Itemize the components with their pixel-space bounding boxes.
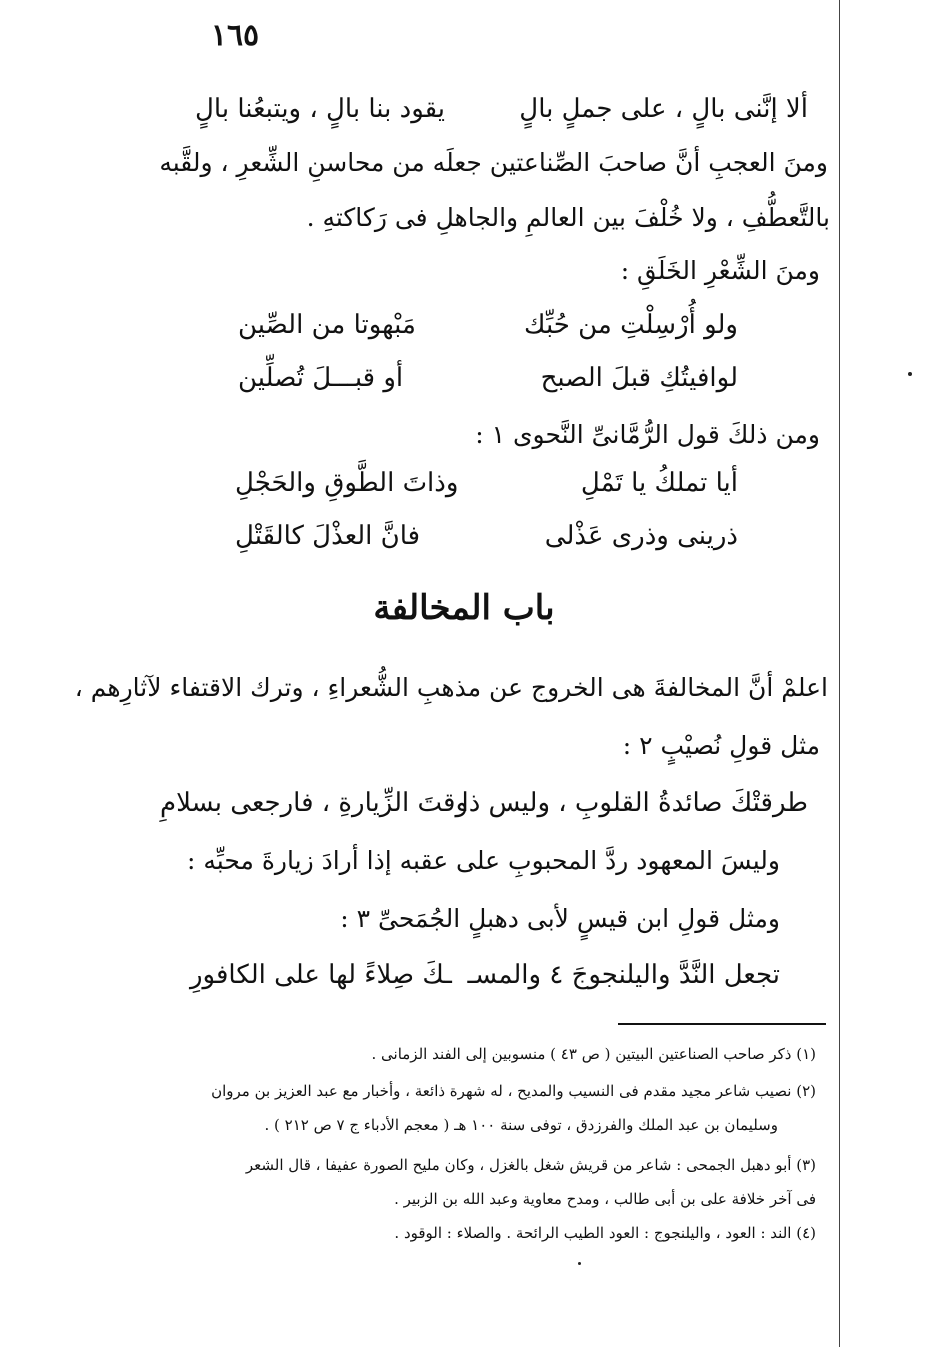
verse-hemistich-left: وقتَ الزِّيارةِ ، فارجعى بسلامِ [160, 788, 469, 818]
verse-top-hemistich-right: ألا إنَّنى بالٍ ، على جملٍ بالٍ [519, 94, 808, 124]
footnote: (٢) نصيب شاعر مجيد مقدم فى النسيب والمديح ، له شهرة ذائعة ، وأخبار مع عبد العزيز بن مروان [211, 1082, 816, 1100]
footnote-continuation: فى آخر خلافة على بن أبى طالب ، ومدح معاوية وعبد الله بن الزبير . [394, 1190, 816, 1208]
verse-hemistich-left: ـكَ صِلاءً لها على الكافورِ [190, 960, 452, 990]
footnote-continuation: وسليمان بن عبد الملك والفرزدق ، توفى سنة ١٠٠ هـ ( معجم الأدباء ج ٧ ص ٢١٢ ) . [264, 1116, 778, 1134]
verse-top-hemistich-left: يقود بنا بالٍ ، ويتبعُنا بالٍ [195, 94, 446, 124]
paragraph-line: اعلمْ أنَّ المخالفةَ هى الخروج عن مذهبِ الشُّعراءِ ، وترك الاقتفاء لآثارِهم ، [74, 673, 828, 702]
paragraph-line: ومنَ الشِّعْرِ الخَلَقِ : [620, 256, 820, 285]
page-number: ١٦٥ [210, 18, 260, 53]
verse-hemistich-right: طرقتْكَ صائدةُ القلوبِ ، وليس ذا [461, 788, 808, 818]
binding-rule [839, 0, 840, 1347]
paragraph-line: ومن ذلكَ قول الرُّمَّانىِّ النَّحوى ١ : [475, 420, 820, 449]
margin-mark [908, 372, 912, 376]
ink-dot [578, 1262, 581, 1265]
verse-hemistich-right: ذرينى وذرى عَذْلى [544, 521, 738, 551]
footnote-separator [618, 1023, 826, 1025]
paragraph-line: ومثل قولِ ابن قيسٍ لأبى دهبلٍ الجُمَحىِّ ٣ : [340, 904, 780, 933]
paragraph-line: ومنَ العجبِ أنَّ صاحبَ الصِّناعتين جعلَه من محاسنِ الشِّعرِ ، ولقَّبه [159, 148, 828, 177]
verse-hemistich-left: فانَّ العذْلَ كالقَتْلِ [235, 521, 421, 551]
section-title: باب المخالفة [373, 588, 555, 628]
verse-hemistich-left: وذاتَ الطَّوقِ والحَجْلِ [235, 468, 459, 498]
verse-hemistich-left: أو قبـــلَ تُصلِّين [238, 363, 404, 393]
footnote: (١) ذكر صاحب الصناعتين البيتين ( ص ٤٣ ) منسوبين إلى الفند الزمانى . [371, 1045, 816, 1063]
paragraph-line: مثل قولِ نُصيْبٍ ٢ : [622, 731, 820, 760]
paragraph-line: بالتَّعطُّفِ ، ولا خُلْفَ بين العالمِ والجاهلِ فى رَكاكتهِ . [306, 203, 830, 232]
footnote: (٣) أبو دهبل الجمحى : شاعر من قريش شغل بالغزل ، وكان مليح الصورة عفيفا ، قال الشعر [245, 1156, 816, 1174]
paragraph-line: وليسَ المعهود ردَّ المحبوبِ على عقبه إذا أرادَ زيارةَ محبِّه : [187, 846, 780, 875]
verse-hemistich-right: لوافيتُكِ قبلَ الصبح [540, 363, 738, 393]
verse-hemistich-right: تجعل النَّدَّ والیلنجوجَ ٤ والمسـ [467, 960, 780, 990]
verse-hemistich-left: مَبْهوتا من الصِّين [238, 310, 416, 340]
footnote: (٤) الند : العود ، واليلنجوج : العود الطيب الرائحة . والصلاء : الوقود . [394, 1224, 816, 1242]
verse-hemistich-right: ولو أُرْسِلْتِ من حُبِّك [524, 310, 738, 340]
verse-hemistich-right: أيا تملكُ يا تَمْلِ [580, 468, 738, 498]
